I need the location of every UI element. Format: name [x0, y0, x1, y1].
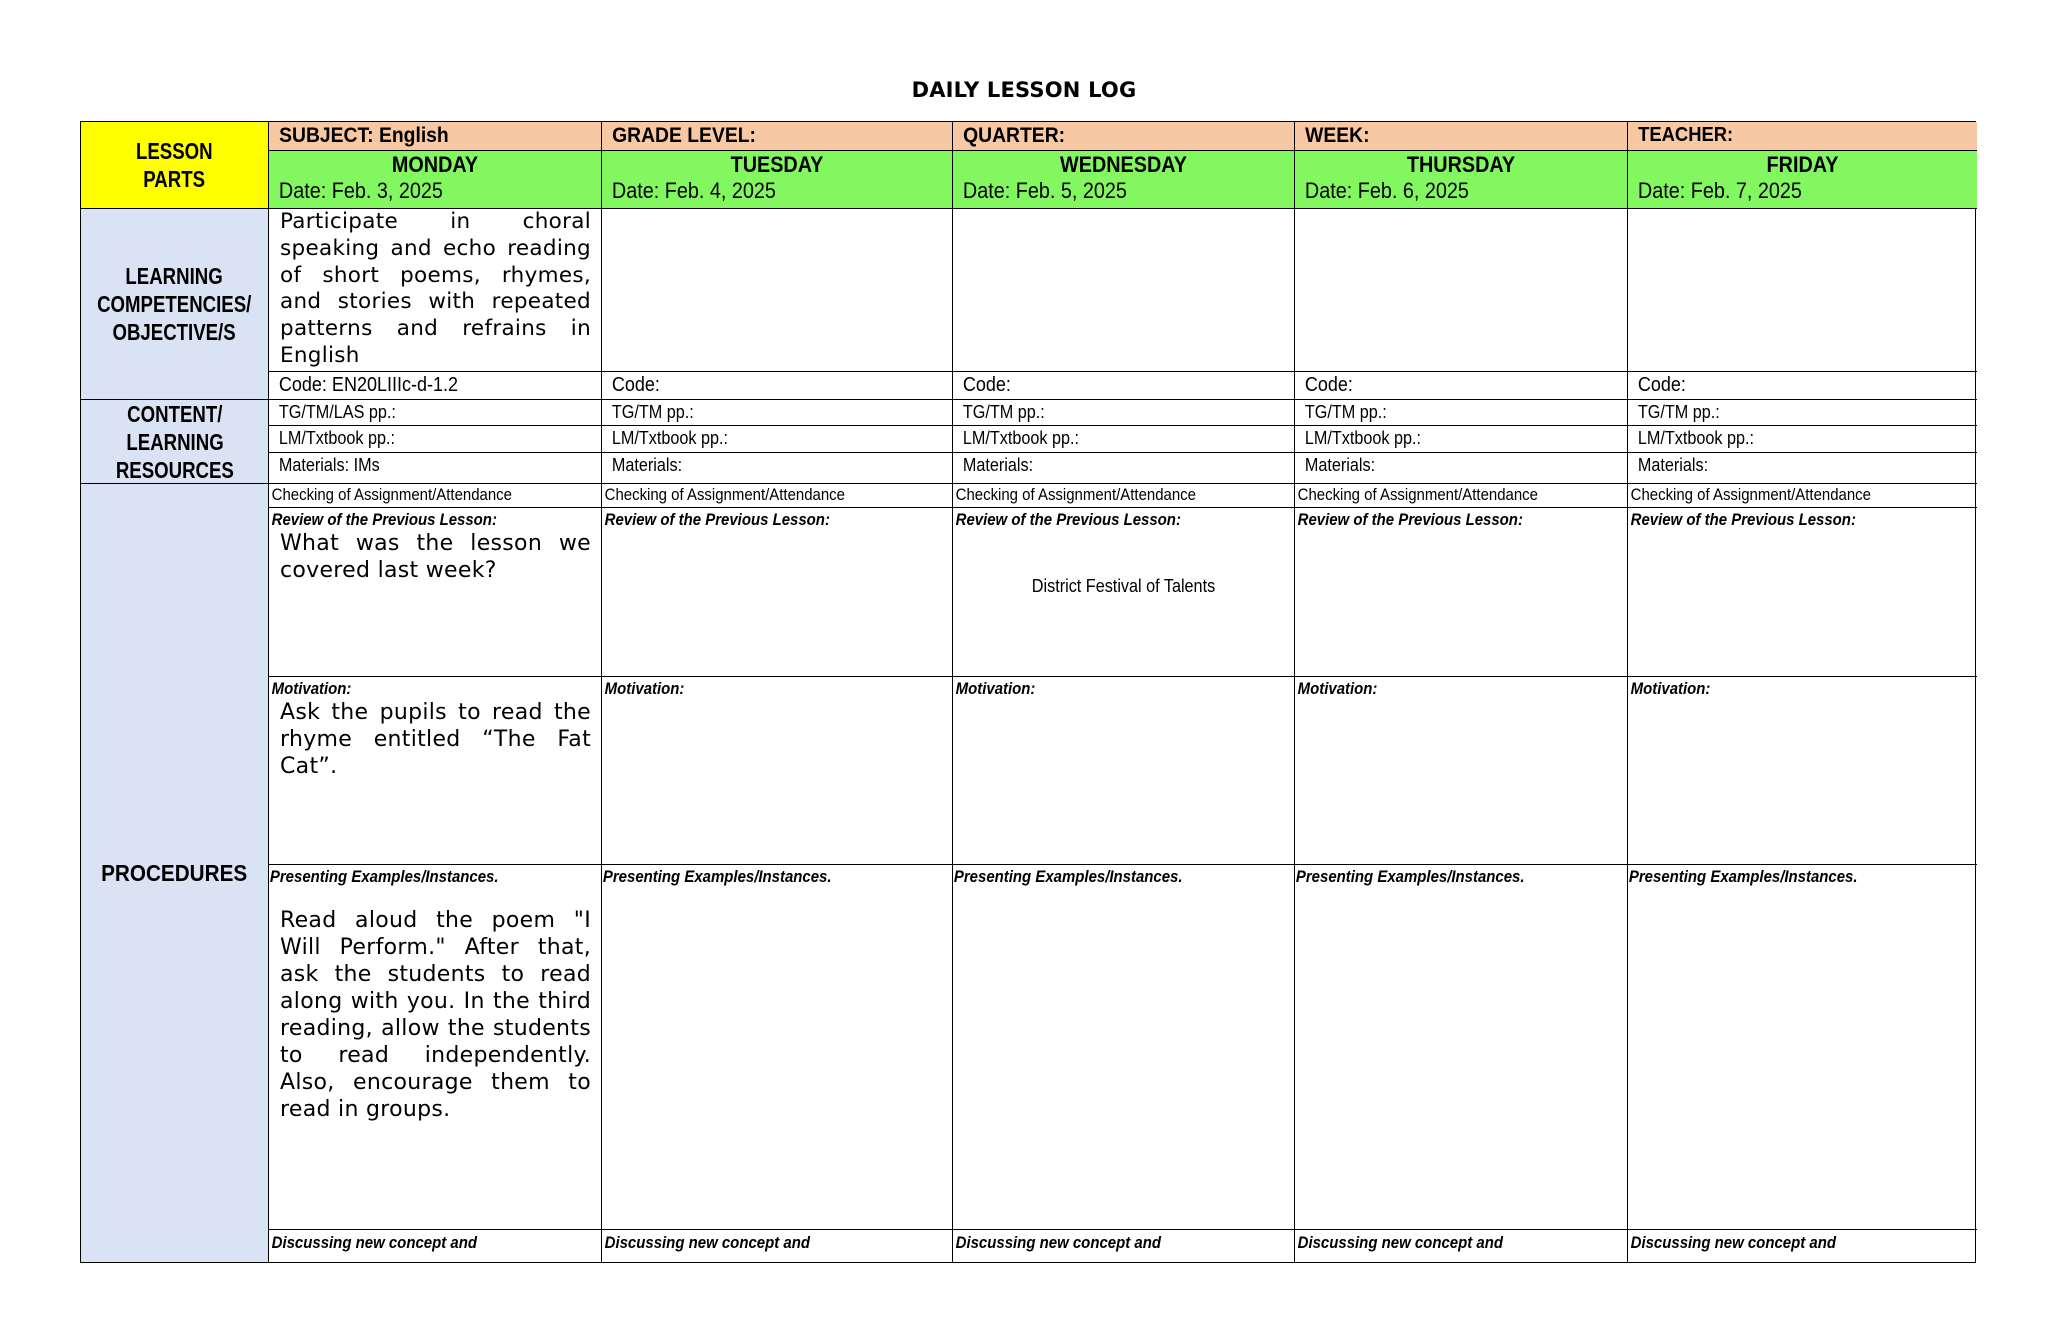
competencies-row-head: LEARNING COMPETENCIES/ OBJECTIVE/S: [81, 209, 269, 400]
motivation-friday: Motivation:: [1628, 677, 1977, 865]
review-tuesday: Review of the Previous Lesson:: [602, 508, 953, 677]
lm-friday: LM/Txtbook pp.:: [1628, 426, 1977, 453]
presenting-friday: Presenting Examples/Instances.: [1628, 865, 1977, 1230]
day-date: Date: Feb. 5, 2025: [962, 178, 1127, 203]
materials-tuesday: Materials:: [602, 453, 953, 484]
objective-tuesday: [602, 209, 953, 372]
grade-level-header: GRADE LEVEL:: [602, 122, 953, 151]
day-name: TUESDAY: [730, 152, 824, 177]
lesson-parts-line-2: PARTS: [143, 166, 206, 192]
lesson-log-table: [80, 121, 1976, 1263]
discussing-thursday: Discussing new concept and: [1295, 1230, 1628, 1262]
discussing-tuesday: Discussing new concept and: [602, 1230, 953, 1262]
motivation-wednesday: Motivation:: [953, 677, 1295, 865]
materials-thursday: Materials:: [1295, 453, 1628, 484]
code-monday: Code: EN20LIIIc-d-1.2: [269, 372, 602, 400]
day-name: FRIDAY: [1766, 152, 1839, 177]
day-column-wednesday: [953, 151, 1295, 209]
checking-tuesday: Checking of Assignment/Attendance: [602, 484, 953, 508]
checking-wednesday: Checking of Assignment/Attendance: [953, 484, 1295, 508]
tg-monday: TG/TM/LAS pp.:: [269, 400, 602, 426]
tg-wednesday: TG/TM pp.:: [953, 400, 1295, 426]
objective-wednesday: [953, 209, 1295, 372]
code-tuesday: Code:: [602, 372, 953, 400]
checking-friday: Checking of Assignment/Attendance: [1628, 484, 1977, 508]
day-column-monday: [269, 151, 602, 209]
day-name: MONDAY: [391, 152, 479, 177]
materials-monday: Materials: IMs: [269, 453, 602, 484]
lesson-parts-line-1: LESSON: [136, 138, 213, 164]
page-title: DAILY LESSON LOG: [911, 78, 1137, 102]
day-name: WEDNESDAY: [1060, 152, 1187, 177]
teacher-header: TEACHER:: [1628, 122, 1977, 151]
objective-friday: [1628, 209, 1977, 372]
code-thursday: Code:: [1295, 372, 1628, 400]
discussing-wednesday: Discussing new concept and: [953, 1230, 1295, 1262]
lesson-parts-header: [81, 122, 269, 209]
discussing-monday: Discussing new concept and: [269, 1230, 602, 1262]
lm-monday: LM/Txtbook pp.:: [269, 426, 602, 453]
presenting-tuesday: Presenting Examples/Instances.: [602, 865, 953, 1230]
tg-friday: TG/TM pp.:: [1628, 400, 1977, 426]
lm-tuesday: LM/Txtbook pp.:: [602, 426, 953, 453]
motivation-tuesday: Motivation:: [602, 677, 953, 865]
subject-header: SUBJECT: English: [269, 122, 602, 151]
presenting-wednesday: Presenting Examples/Instances.: [953, 865, 1295, 1230]
event-note: District Festival of Talents: [1031, 576, 1216, 596]
presenting-thursday: Presenting Examples/Instances.: [1295, 865, 1628, 1230]
motivation-monday: Motivation: Ask the pupils to read the rhyme entitled “The Fat Cat”.: [269, 677, 602, 865]
checking-monday: Checking of Assignment/Attendance: [269, 484, 602, 508]
materials-wednesday: Materials:: [953, 453, 1295, 484]
code-wednesday: Code:: [953, 372, 1295, 400]
presenting-monday: Presenting Examples/Instances. Read aloud the poem "I Will Perform." After that, ask the students to read along with you. In the third reading, allow the students to read independently. Also, encourage them to read in groups.: [269, 865, 602, 1230]
day-date: Date: Feb. 6, 2025: [1304, 178, 1469, 203]
lm-thursday: LM/Txtbook pp.:: [1295, 426, 1628, 453]
content-row-head: CONTENT/ LEARNING RESOURCES: [81, 400, 269, 484]
motivation-thursday: Motivation:: [1295, 677, 1628, 865]
procedures-row-head: PROCEDURES: [81, 484, 269, 1262]
day-name: THURSDAY: [1406, 152, 1516, 177]
day-column-thursday: [1295, 151, 1628, 209]
day-column-friday: [1628, 151, 1977, 209]
tg-tuesday: TG/TM pp.:: [602, 400, 953, 426]
review-thursday: Review of the Previous Lesson:: [1295, 508, 1628, 677]
objective-thursday: [1295, 209, 1628, 372]
objective-monday: Participate in choral speaking and echo reading of short poems, rhymes, and stories with repeated patterns and refrains in English: [269, 209, 602, 372]
review-friday: Review of the Previous Lesson:: [1628, 508, 1977, 677]
quarter-header: QUARTER:: [953, 122, 1295, 151]
review-monday: Review of the Previous Lesson: What was the lesson we covered last week?: [269, 508, 602, 677]
lm-wednesday: LM/Txtbook pp.:: [953, 426, 1295, 453]
day-date: Date: Feb. 3, 2025: [278, 178, 443, 203]
day-date: Date: Feb. 7, 2025: [1637, 178, 1802, 203]
day-column-tuesday: [602, 151, 953, 209]
materials-friday: Materials:: [1628, 453, 1977, 484]
checking-thursday: Checking of Assignment/Attendance: [1295, 484, 1628, 508]
week-header: WEEK:: [1295, 122, 1628, 151]
review-wednesday: Review of the Previous Lesson: District Festival of Talents: [953, 508, 1295, 677]
tg-thursday: TG/TM pp.:: [1295, 400, 1628, 426]
day-date: Date: Feb. 4, 2025: [611, 178, 776, 203]
code-friday: Code:: [1628, 372, 1977, 400]
discussing-friday: Discussing new concept and: [1630, 1233, 1836, 1252]
